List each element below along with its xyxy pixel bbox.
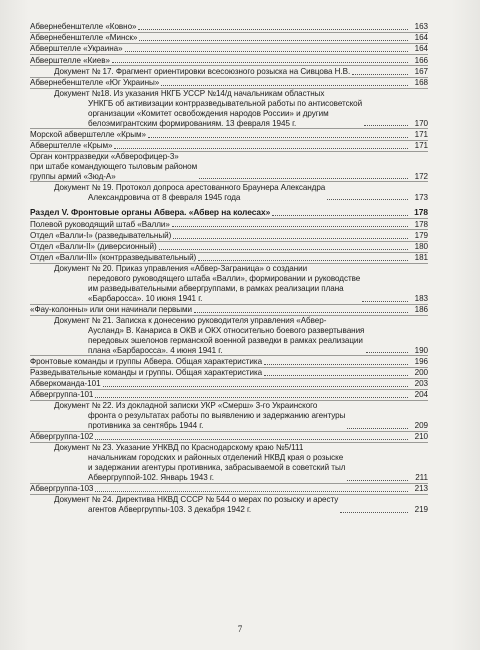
toc-entry-document	[30, 401, 428, 431]
toc-entry-document	[30, 264, 428, 304]
toc-entry-document	[30, 183, 428, 203]
title-line: при штабе командующего тыловым районом	[30, 161, 198, 171]
toc-entry-title: Абверкоманда-101	[30, 379, 101, 389]
toc-entry-page: 179	[414, 230, 428, 240]
toc-entry	[30, 130, 428, 141]
title-line: организации «Комитет освобождения народов России» и другим	[88, 108, 329, 118]
toc-entry	[30, 220, 428, 231]
dot-leader	[264, 364, 408, 365]
toc-entry-title	[30, 443, 345, 482]
dot-leader	[159, 249, 408, 250]
dot-leader	[95, 439, 408, 440]
dot-leader	[138, 29, 408, 30]
title-line: Александровича от 8 февраля 1945 года	[88, 192, 241, 202]
toc-entry	[30, 56, 428, 67]
toc-entry	[30, 78, 428, 89]
toc-entry-page: 171	[414, 140, 428, 150]
toc-entry	[30, 33, 428, 44]
table-of-contents	[30, 22, 428, 515]
toc-entry-title	[30, 401, 345, 430]
title-line: им разведывательными абвергруппами, в рамках реализации плана	[88, 283, 344, 293]
dot-leader	[352, 74, 408, 75]
title-line: фронта о результатах работы по выявлению и задержанию агентуры	[88, 411, 346, 421]
toc-entry-page: 181	[414, 253, 428, 263]
toc-entry-title: Отдел «Валли-III» (контрразведывательный)	[30, 253, 197, 263]
toc-entry-document	[30, 316, 428, 356]
toc-entry-page: 166	[414, 55, 428, 65]
toc-entry-document	[30, 495, 428, 515]
toc-entry	[30, 379, 428, 390]
toc-entry-page: 211	[415, 472, 428, 482]
dot-leader	[103, 386, 408, 387]
toc-entry-title: Абвернебенштелле «Юг Украины»	[30, 77, 160, 87]
toc-entry	[30, 484, 428, 495]
toc-entry	[30, 242, 428, 253]
toc-entry-title: Морской абверштелле «Крым»	[30, 129, 146, 139]
dot-leader	[172, 226, 408, 227]
toc-entry	[30, 432, 428, 443]
toc-entry-page: 178	[414, 207, 428, 218]
title-line: группы армий «Зюд-А»	[30, 171, 116, 181]
toc-entry	[30, 357, 428, 368]
toc-entry	[30, 44, 428, 55]
title-line: Орган контрразведки «Абверофицер-3»	[30, 152, 179, 162]
dot-leader	[264, 375, 408, 376]
dot-leader	[364, 125, 408, 126]
toc-entry-page: 190	[414, 345, 428, 355]
toc-entry-page: 167	[414, 66, 428, 76]
toc-entry-title: Абвергруппа-102	[30, 432, 94, 442]
title-line: Документ № 23. Указание УНКВД по Краснодарскому краю №5/111	[54, 443, 304, 453]
title-line: передовых эшелонов германской военной разведки в рамках реализации	[88, 335, 363, 345]
dot-leader	[198, 260, 408, 261]
toc-entry-page: 172	[414, 171, 428, 181]
toc-entry	[30, 152, 428, 182]
dot-leader	[327, 199, 408, 200]
dot-leader	[161, 85, 408, 86]
toc-entry-page: 204	[414, 390, 428, 400]
toc-entry-page: 200	[414, 367, 428, 377]
toc-entry-title	[30, 89, 362, 128]
toc-entry-page: 219	[414, 505, 428, 515]
toc-entry-title: Абверштелле «Украина»	[30, 44, 123, 54]
toc-section-title: Раздел V. Фронтовые органы Абвера. «Абвер на колесах»	[30, 207, 271, 218]
title-line: Документ № 24. Директива НКВД СССР № 544 о мерах по розыску и аресту	[54, 495, 339, 505]
dot-leader	[114, 148, 408, 149]
toc-entry-title	[30, 264, 360, 303]
toc-entry-page: 164	[414, 44, 428, 54]
toc-entry-title: Абвергруппа-101	[30, 390, 94, 400]
toc-entry-title: Абверштелле «Крым»	[30, 140, 113, 150]
title-line: Документ № 22. Из докладной записки УКР «Смерш» 3-го Украинского	[54, 401, 318, 411]
dot-leader	[362, 301, 408, 302]
toc-entry-page: 203	[414, 379, 428, 389]
toc-entry-title	[30, 183, 325, 203]
dot-leader	[173, 238, 408, 239]
toc-entry-page: 163	[414, 22, 428, 31]
dot-leader	[112, 62, 408, 63]
toc-entry-title: Разведывательные команды и группы. Общая характеристика	[30, 367, 263, 377]
toc-entry-title: Документ № 17. Фрагмент ориентировки всесоюзного розыска на Сивцова Н.В.	[54, 66, 351, 76]
title-line: противника за сентябрь 1944 г.	[88, 421, 204, 431]
toc-entry-title	[30, 152, 197, 181]
toc-entry	[30, 390, 428, 401]
toc-entry-page: 168	[414, 77, 428, 87]
toc-entry-page: 213	[414, 484, 428, 494]
toc-entry-page: 164	[414, 33, 428, 43]
toc-entry-title: Фронтовые команды и группы Абвера. Общая характеристика	[30, 356, 263, 366]
dot-leader	[347, 428, 408, 429]
toc-entry-page: 170	[414, 118, 428, 128]
toc-entry-title	[30, 495, 338, 515]
toc-entry-page: 209	[414, 421, 428, 431]
title-line: Документ №18. Из указания НКГБ УССР №14/д начальникам областных	[54, 89, 325, 99]
dot-leader	[199, 178, 408, 179]
title-line: передового руководящего штаба «Валли», формировании и руководстве	[88, 274, 361, 284]
toc-entry-title: Абвернебенштелле «Ковно»	[30, 22, 137, 31]
title-line: Документ № 19. Протокол допроса арестованного Браунера Александра	[54, 182, 326, 192]
toc-entry-title	[30, 316, 364, 355]
toc-entry	[30, 141, 428, 152]
toc-entry-page: 186	[414, 304, 428, 314]
toc-entry-document	[30, 89, 428, 129]
toc-entry-page: 210	[414, 432, 428, 442]
toc-entry	[30, 368, 428, 379]
dot-leader	[125, 51, 408, 52]
toc-entry-document	[30, 443, 428, 483]
toc-entry-title: Отдел «Валли-II» (диверсионный)	[30, 242, 157, 252]
toc-entry	[30, 253, 428, 264]
toc-entry-title: Абвергруппа-103	[30, 484, 94, 494]
title-line: «Барбаросса». 10 июня 1941 г.	[88, 293, 203, 303]
title-line: УНКГБ об активизации контрразведывательной работы по антисоветской	[88, 98, 363, 108]
toc-section-heading	[30, 208, 428, 219]
toc-entry-page: 173	[414, 192, 428, 202]
title-line: Документ № 21. Записка к донесению руководителя управления «Абвер-	[54, 316, 327, 326]
toc-entry-title: Абвернебенштелле «Минск»	[30, 33, 138, 43]
toc-entry-page: 183	[414, 293, 428, 303]
dot-leader	[95, 491, 408, 492]
page-number: 7	[237, 624, 243, 634]
toc-entry	[30, 22, 428, 33]
toc-entry	[30, 231, 428, 242]
dot-leader	[95, 397, 408, 398]
toc-entry-title: Отдел «Валли-I» (разведывательный)	[30, 230, 172, 240]
toc-entry-title: Полевой руководящий штаб «Валли»	[30, 219, 170, 229]
dot-leader	[340, 512, 408, 513]
dot-leader	[194, 312, 408, 313]
title-line: и задержании агентуры противника, забрасываемой в советский тыл	[88, 463, 346, 473]
dot-leader	[347, 480, 408, 481]
toc-entry-title: «Фау-колонны» или они начинали первыми	[30, 304, 193, 314]
toc-entry-page: 171	[414, 129, 428, 139]
title-line: Аусланд» В. Канариса в ОКВ и ОКХ относительно боевого развертывания	[88, 325, 365, 335]
dot-leader	[366, 352, 408, 353]
title-line: белоэмигрантским формированиям. 13 февраля 1945 г.	[88, 118, 297, 128]
title-line: Документ № 20. Приказ управления «Абвер-Заграница» о создании	[54, 264, 308, 274]
toc-entry-page: 180	[414, 242, 428, 252]
toc-entry-document	[30, 67, 428, 78]
toc-entry	[30, 305, 428, 316]
toc-entry-title: Абверштелле «Киев»	[30, 55, 110, 65]
title-line: Абвергруппой-102. Январь 1943 г.	[88, 472, 214, 482]
title-line: начальникам городских и районных отделений НКВД края о розыске	[88, 453, 344, 463]
title-line: плана «Барбаросса». 4 июня 1941 г.	[88, 345, 223, 355]
dot-leader	[148, 137, 408, 138]
title-line: агентов Абвергруппы-103. 3 декабря 1942 г.	[88, 505, 252, 515]
toc-entry-page: 178	[414, 219, 428, 229]
toc-entry-page: 196	[414, 356, 428, 366]
dot-leader	[272, 215, 408, 216]
dot-leader	[139, 40, 408, 41]
